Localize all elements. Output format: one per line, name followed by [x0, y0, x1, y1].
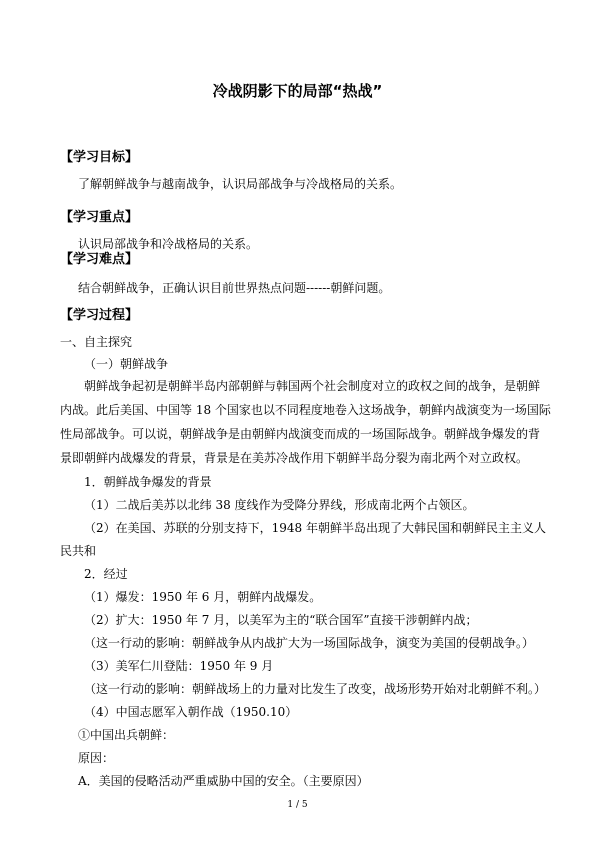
- background-item-2-cont: 民共和: [60, 544, 97, 558]
- reason-label: 原因：: [78, 751, 115, 765]
- paragraph-line: 性局部战争。可以说，朝鲜战争是由朝鲜内战演变而成的一场国际战争。朝鲜战争爆发的背: [60, 427, 541, 441]
- course-item-2-note: （这一行动的影响：朝鲜战争从内战扩大为一场国际战争，演变为美国的侵朝战争。）: [84, 636, 535, 650]
- page-title: 冷战阴影下的局部“热战”: [212, 82, 383, 100]
- paragraph-line: 朝鲜战争起初是朝鲜半岛内部朝鲜与韩国两个社会制度对立的政权之间的战争，是朝鲜: [84, 379, 541, 393]
- process-heading: 【学习过程】: [60, 308, 139, 323]
- course-item-4a: ①中国出兵朝鲜：: [78, 728, 175, 742]
- difficulty-text: 结合朝鲜战争，正确认识目前世界热点问题------朝鲜问题。: [78, 281, 391, 295]
- course-item-2: （2）扩大：1950 年 7 月，以美军为主的“联合国军”直接干涉朝鲜内战；: [84, 613, 478, 627]
- background-item-2: （2）在美国、苏联的分别支持下，1948 年朝鲜半岛出现了大韩民国和朝鲜民主主义人: [84, 521, 546, 535]
- course-item-3-note: （这一行动的影响：朝鲜战场上的力量对比发生了改变，战场形势开始对北朝鲜不利。）: [84, 682, 547, 696]
- key-point-text: 认识局部战争和冷战格局的关系。: [78, 237, 259, 251]
- learning-goal-heading: 【学习目标】: [60, 150, 139, 165]
- difficulty-heading: 【学习难点】: [60, 252, 139, 267]
- section-one-heading: 一、自主探究: [60, 335, 133, 349]
- background-item-1: （1）二战后美苏以北纬 38 度线作为受降分界线，形成南北两个占领区。: [84, 498, 475, 512]
- background-heading: 1．朝鲜战争爆发的背景: [84, 475, 212, 489]
- course-item-1: （1）爆发：1950 年 6 月，朝鲜内战爆发。: [84, 590, 322, 604]
- course-heading: 2．经过: [84, 567, 128, 581]
- learning-goal-text: 了解朝鲜战争与越南战争，认识局部战争与冷战格局的关系。: [78, 177, 403, 191]
- course-item-4: （4）中国志愿军入朝作战（1950.10）: [84, 705, 298, 719]
- page-number: 1 / 5: [287, 800, 308, 810]
- reason-a: A．美国的侵略活动严重威胁中国的安全。（主要原因）: [78, 774, 369, 788]
- paragraph-line: 景即朝鲜内战爆发的背景，背景是在美苏冷战作用下朝鲜半岛分裂为南北两个对立政权。: [60, 451, 529, 465]
- paragraph-line: 内战。此后美国、中国等 18 个国家也以不同程度地卷入这场战争，朝鲜内战演变为一场国际: [60, 403, 551, 417]
- course-item-3: （3）美军仁川登陆：1950 年 9 月: [84, 659, 274, 673]
- subsection-korean-war: （一）朝鲜战争: [84, 357, 169, 371]
- key-point-heading: 【学习重点】: [60, 210, 139, 225]
